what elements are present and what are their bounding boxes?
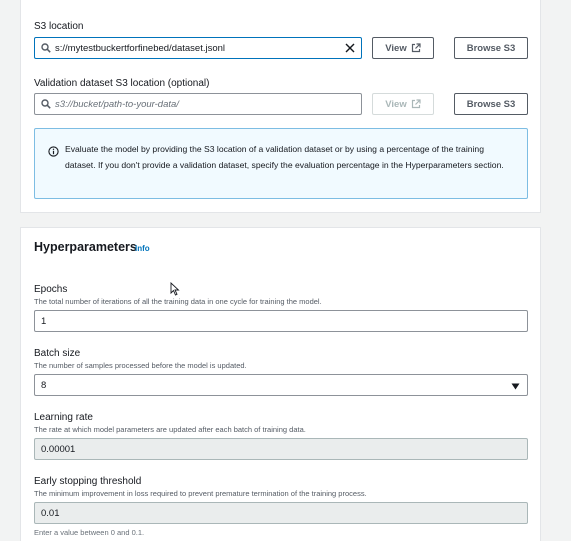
batch-size-value: 8 [41, 379, 47, 391]
early-stopping-value: 0.01 [41, 507, 60, 519]
batch-size-select[interactable] [34, 374, 528, 396]
learning-rate-value: 0.00001 [41, 443, 76, 455]
early-stopping-description: The minimum improvement in loss required to prevent premature termination of the training process. [34, 489, 367, 498]
epochs-label: Epochs [34, 284, 68, 295]
s3-location-input[interactable] [34, 37, 362, 59]
validation-view-button[interactable] [372, 93, 434, 115]
validation-label: Validation dataset S3 location (optional) [34, 78, 210, 89]
search-icon [41, 99, 51, 109]
external-link-icon [411, 43, 421, 53]
caret-down-icon [511, 382, 520, 389]
epochs-description: The total number of iterations of all the training data in one cycle for training the model. [34, 297, 322, 306]
mouse-cursor-icon [170, 282, 180, 296]
validation-browse-s3-button[interactable]: Browse S3 [454, 93, 528, 115]
epochs-input[interactable] [34, 310, 528, 332]
learning-rate-label: Learning rate [34, 412, 93, 423]
info-circle-icon [48, 144, 59, 155]
learning-rate-description: The rate at which model parameters are updated after each batch of training data. [34, 425, 306, 434]
info-alert-text: Evaluate the model by providing the S3 location of a validation dataset or by using a percentage of the training dataset. If you don't provide a validation dataset, specify the evaluation percentage in the Hyperparameters section. [65, 144, 504, 170]
info-link[interactable]: Info [135, 244, 150, 253]
view-button-label: View [385, 42, 407, 54]
validation-view-label: View [385, 98, 407, 110]
browse-s3-button[interactable]: Browse S3 [454, 37, 528, 59]
batch-size-description: The number of samples processed before the model is updated. [34, 361, 247, 370]
early-stopping-input[interactable] [34, 502, 528, 524]
early-stopping-constraint: Enter a value between 0 and 0.1. [34, 528, 145, 537]
learning-rate-input[interactable] [34, 438, 528, 460]
view-button[interactable] [372, 37, 434, 59]
clear-icon[interactable] [344, 42, 356, 54]
external-link-icon [411, 99, 421, 109]
validation-input[interactable] [34, 93, 362, 115]
early-stopping-label: Early stopping threshold [34, 476, 142, 487]
epochs-value: 1 [41, 315, 47, 327]
s3-location-label: S3 location [34, 21, 84, 32]
hyperparameters-title: Hyperparameters [34, 240, 137, 254]
search-icon [41, 43, 51, 53]
s3-location-value: s://mytestbuckertforfinebed/dataset.jsonl [55, 42, 226, 54]
batch-size-label: Batch size [34, 348, 81, 359]
validation-placeholder: s3://bucket/path-to-your-data/ [55, 98, 179, 110]
info-alert [34, 128, 528, 199]
